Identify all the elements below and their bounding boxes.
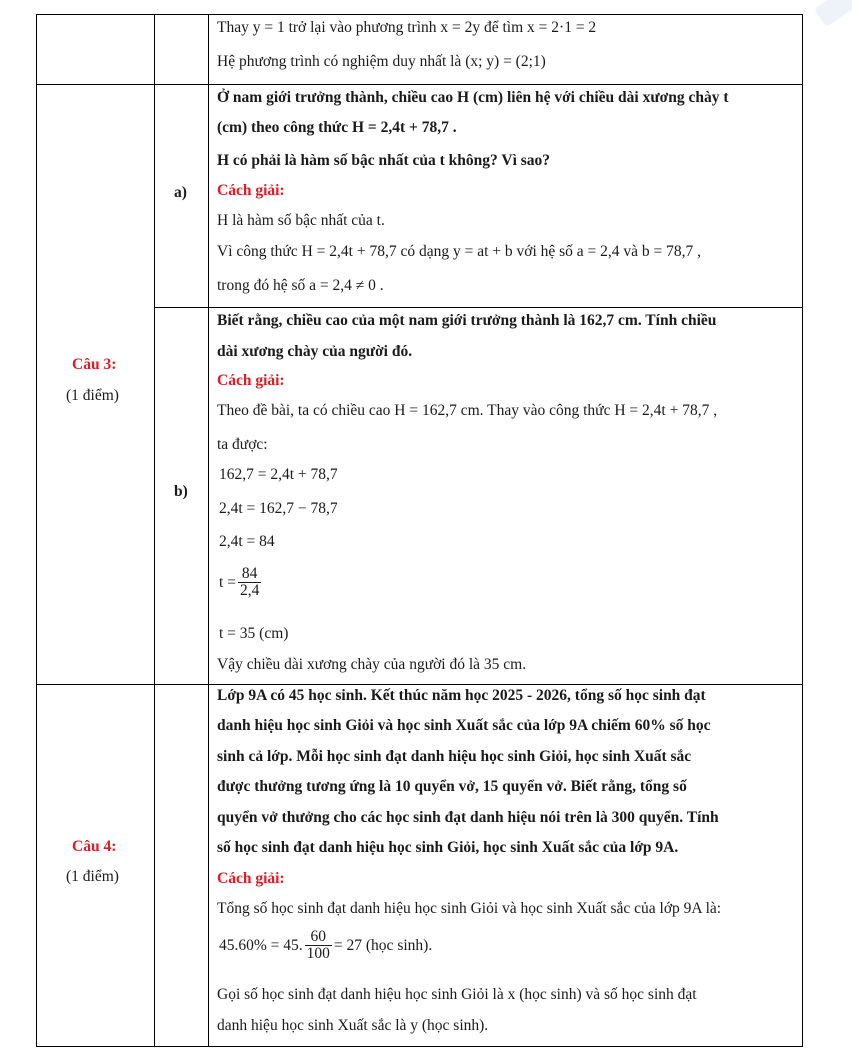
q3a-question-line-3: H có phải là hàm số bậc nhất của t không? Vì sao? (217, 152, 551, 169)
col-divider-2 (208, 14, 209, 1047)
q3b-equation-3: 2,4t = 84 (219, 533, 275, 550)
row-divider-1 (36, 84, 803, 85)
q4-question-line-2: danh hiệu học sinh Giỏi và học sinh Xuất sắc của lớp 9A chiếm 60% số học (217, 717, 711, 734)
q3a-solution-line-1: H là hàm số bậc nhất của t. (217, 212, 385, 229)
q4-question-line-3: sinh cả lớp. Mỗi học sinh đạt danh hiệu học sinh Giỏi, học sinh Xuất sắc (217, 748, 692, 765)
top-line-2: Hệ phương trình có nghiệm duy nhất là (x; y) = (2;1) (217, 53, 546, 70)
q4-solution-line-1: Tổng số học sinh đạt danh hiệu học sinh Giỏi và học sinh Xuất sắc của lớp 9A là: (217, 900, 722, 917)
q3b-conclusion: Vậy chiều dài xương chày của người đó là 35 cm. (217, 656, 527, 673)
q4-equation-1 (219, 929, 432, 963)
q3b-eq4-denominator: 2,4 (239, 582, 260, 600)
q4-question-line-5: quyển vở thưởng cho các học sinh đạt danh hiệu nói trên là 300 quyển. Tính (217, 809, 719, 826)
q3b-eq4-fraction (238, 566, 261, 600)
col-divider-1 (154, 14, 155, 1047)
question-3-points: (1 điểm) (66, 387, 119, 404)
q3b-solution-label: Cách giải: (217, 372, 285, 389)
q4-eq1-rhs: = 27 (học sinh). (333, 937, 433, 955)
q3b-equation-2: 2,4t = 162,7 − 78,7 (219, 500, 338, 517)
q3b-question-line-2: dài xương chày của người đó. (217, 343, 413, 360)
q4-question-line-4: được thưởng tương ứng là 10 quyển vở, 15 quyển vở. Biết rằng, tổng số (217, 778, 687, 795)
q3b-question-line-1: Biết rằng, chiều cao của một nam giới trưởng thành là 162,7 cm. Tính chiều (217, 312, 717, 329)
q3a-solution-label: Cách giải: (217, 182, 285, 199)
q4-eq1-numerator: 60 (305, 929, 332, 946)
q3b-equation-1: 162,7 = 2,4t + 78,7 (219, 466, 338, 483)
question-3-label: Câu 3: (72, 356, 117, 373)
q4-solution-label: Cách giải: (217, 870, 285, 887)
q3a-question-line-2: (cm) theo công thức H = 2,4t + 78,7 . (217, 119, 457, 136)
q3b-equation-4 (219, 566, 263, 600)
q4-question-line-1: Lớp 9A có 45 học sinh. Kết thúc năm học 2025 - 2026, tổng số học sinh đạt (217, 687, 706, 704)
part-b-label: b) (174, 483, 188, 500)
q4-question-line-6: số học sinh đạt danh hiệu học sinh Giỏi, học sinh Xuất sắc của lớp 9A. (217, 839, 679, 856)
row-divider-3 (36, 684, 803, 685)
q3a-solution-line-2: Vì công thức H = 2,4t + 78,7 có dạng y = at + b với hệ số a = 2,4 và b = 78,7 , (217, 243, 702, 260)
q3a-solution-line-3: trong đó hệ số a = 2,4 ≠ 0 . (217, 277, 384, 294)
q4-eq1-lhs: 45.60% = 45. (219, 937, 303, 955)
q4-solution-line-2: Gọi số học sinh đạt danh hiệu học sinh Giỏi là x (học sinh) và số học sinh đạt (217, 986, 697, 1003)
top-line-1: Thay y = 1 trở lại vào phương trình x = 2y để tìm x = 2·1 = 2 (217, 19, 597, 36)
q4-eq1-denominator: 100 (306, 945, 330, 963)
q4-eq1-fraction (305, 929, 332, 963)
watermark-corner (814, 0, 852, 27)
q3b-solution-line-1: Theo đề bài, ta có chiều cao H = 162,7 cm. Thay vào công thức H = 2,4t + 78,7 , (217, 402, 718, 419)
question-4-label: Câu 4: (72, 838, 117, 855)
q3b-solution-line-2: ta được: (217, 436, 268, 453)
row-divider-2 (154, 307, 803, 308)
q3b-eq4-lhs: t = (219, 574, 236, 592)
question-4-points: (1 điểm) (66, 868, 119, 885)
q3b-eq4-numerator: 84 (238, 566, 261, 583)
q4-solution-line-3: danh hiệu học sinh Xuất sắc là y (học sinh). (217, 1017, 489, 1034)
part-a-label: a) (174, 184, 187, 201)
q3b-equation-5: t = 35 (cm) (219, 625, 289, 642)
q3a-question-line-1: Ở nam giới trưởng thành, chiều cao H (cm) liên hệ với chiều dài xương chày t (217, 89, 729, 106)
